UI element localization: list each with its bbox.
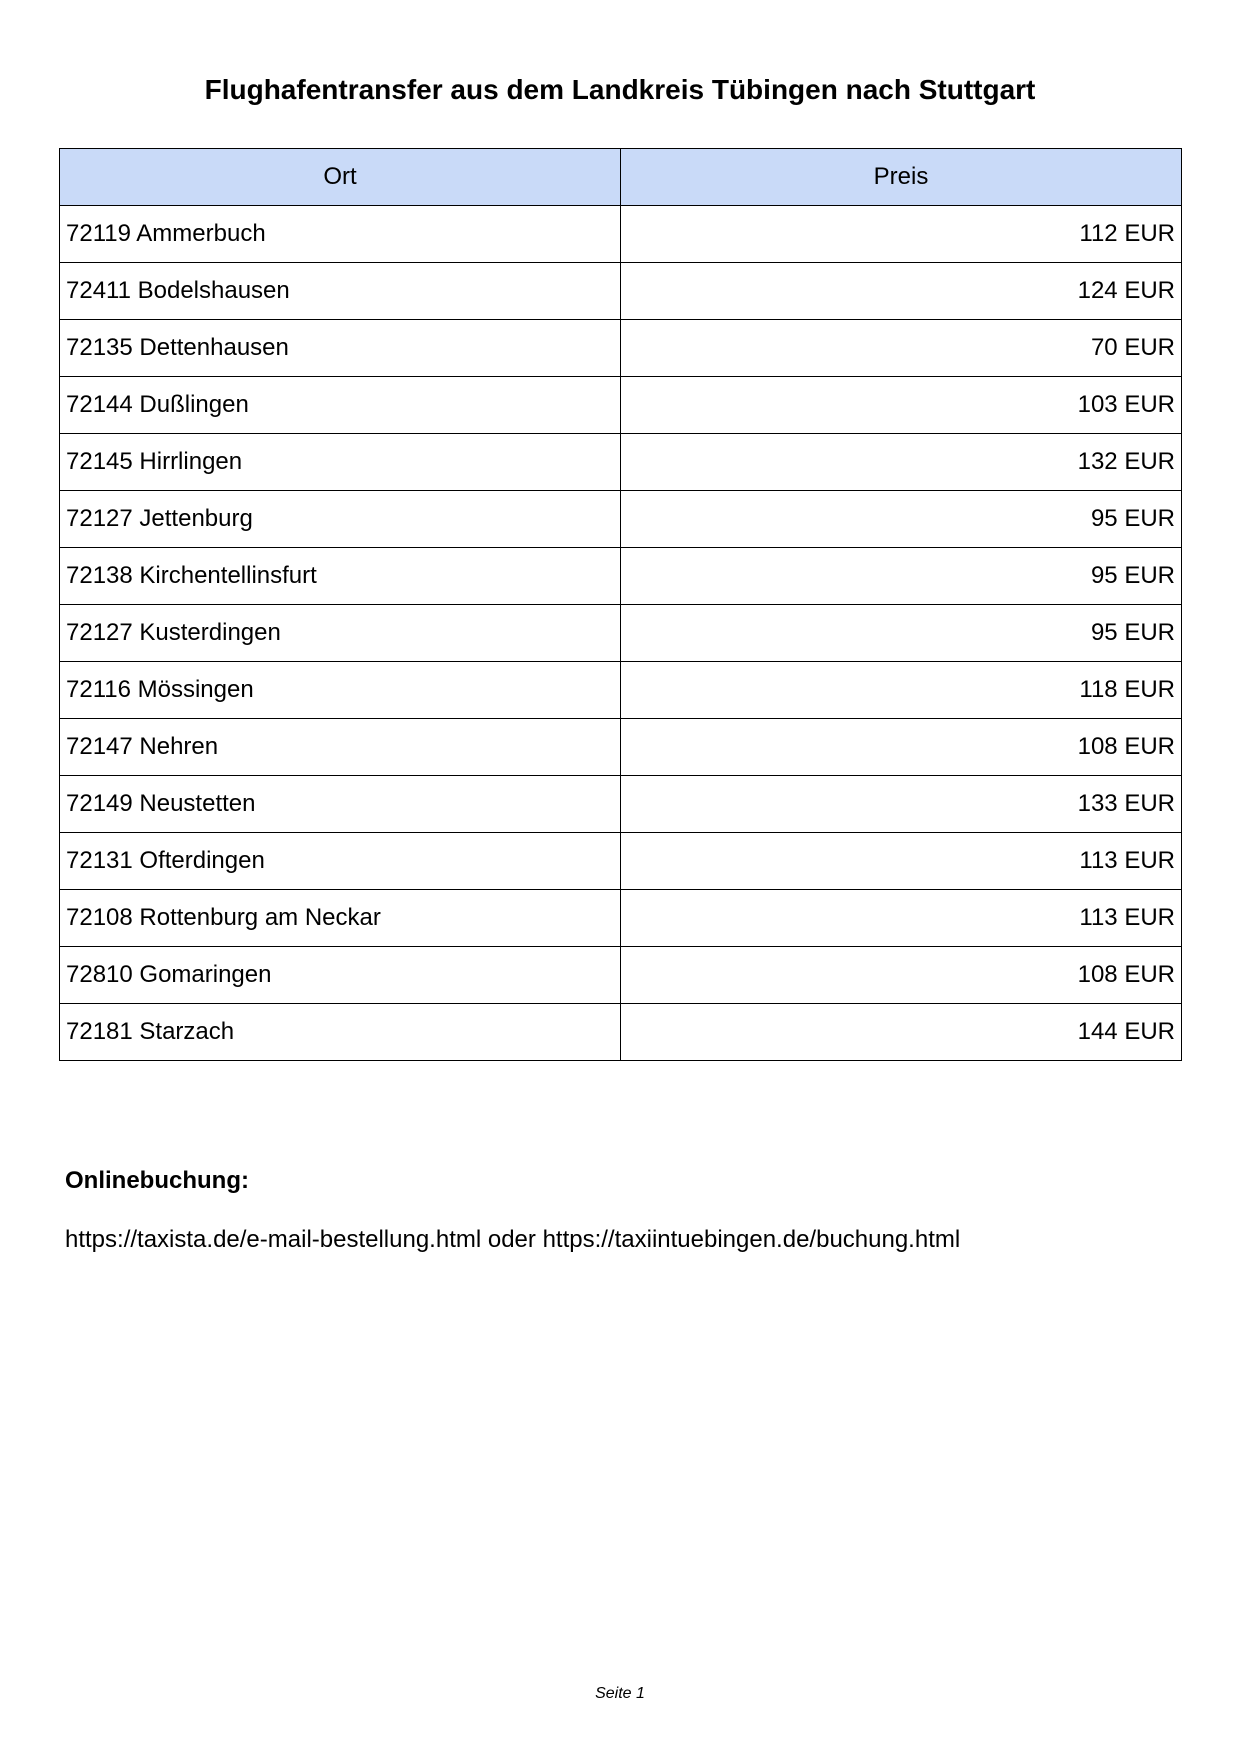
price-cell: 103 EUR — [621, 377, 1182, 434]
price-cell: 95 EUR — [621, 548, 1182, 605]
booking-heading: Onlinebuchung: — [65, 1167, 249, 1194]
price-table — [59, 148, 1182, 1061]
table-row — [60, 491, 1182, 548]
place-cell: 72147 Nehren — [60, 719, 621, 776]
price-cell: 133 EUR — [621, 776, 1182, 833]
place-cell: 72810 Gomaringen — [60, 947, 621, 1004]
table-row — [60, 263, 1182, 320]
table-row — [60, 206, 1182, 263]
place-cell: 72144 Dußlingen — [60, 377, 621, 434]
price-cell: 113 EUR — [621, 833, 1182, 890]
price-cell: 70 EUR — [621, 320, 1182, 377]
booking-links-text: https://taxista.de/e-mail-bestellung.html oder https://taxiintuebingen.de/buchung.html — [65, 1226, 961, 1253]
price-cell: 95 EUR — [621, 491, 1182, 548]
place-cell: 72131 Ofterdingen — [60, 833, 621, 890]
place-cell: 72127 Kusterdingen — [60, 605, 621, 662]
price-cell: 124 EUR — [621, 263, 1182, 320]
table-row — [60, 719, 1182, 776]
page-title: Flughafentransfer aus dem Landkreis Tübingen nach Stuttgart — [204, 74, 1036, 105]
table-row — [60, 833, 1182, 890]
page-number: Seite 1 — [595, 1685, 645, 1702]
table-row — [60, 890, 1182, 947]
place-cell: 72116 Mössingen — [60, 662, 621, 719]
table-row — [60, 548, 1182, 605]
price-cell: 95 EUR — [621, 605, 1182, 662]
place-cell: 72145 Hirrlingen — [60, 434, 621, 491]
column-header-preis: Preis — [621, 149, 1182, 206]
table-row — [60, 662, 1182, 719]
place-cell: 72411 Bodelshausen — [60, 263, 621, 320]
price-cell: 108 EUR — [621, 947, 1182, 1004]
place-cell: 72149 Neustetten — [60, 776, 621, 833]
place-cell: 72181 Starzach — [60, 1004, 621, 1061]
table-row — [60, 1004, 1182, 1061]
table-row — [60, 377, 1182, 434]
place-cell: 72119 Ammerbuch — [60, 206, 621, 263]
place-cell: 72135 Dettenhausen — [60, 320, 621, 377]
table-row — [60, 320, 1182, 377]
price-cell: 113 EUR — [621, 890, 1182, 947]
place-cell: 72108 Rottenburg am Neckar — [60, 890, 621, 947]
place-cell: 72127 Jettenburg — [60, 491, 621, 548]
price-cell: 112 EUR — [621, 206, 1182, 263]
column-header-ort: Ort — [60, 149, 621, 206]
price-cell: 144 EUR — [621, 1004, 1182, 1061]
table-row — [60, 605, 1182, 662]
table-header-row — [60, 149, 1182, 206]
table-row — [60, 947, 1182, 1004]
table-row — [60, 776, 1182, 833]
price-cell: 108 EUR — [621, 719, 1182, 776]
price-cell: 132 EUR — [621, 434, 1182, 491]
price-cell: 118 EUR — [621, 662, 1182, 719]
table-row — [60, 434, 1182, 491]
place-cell: 72138 Kirchentellinsfurt — [60, 548, 621, 605]
